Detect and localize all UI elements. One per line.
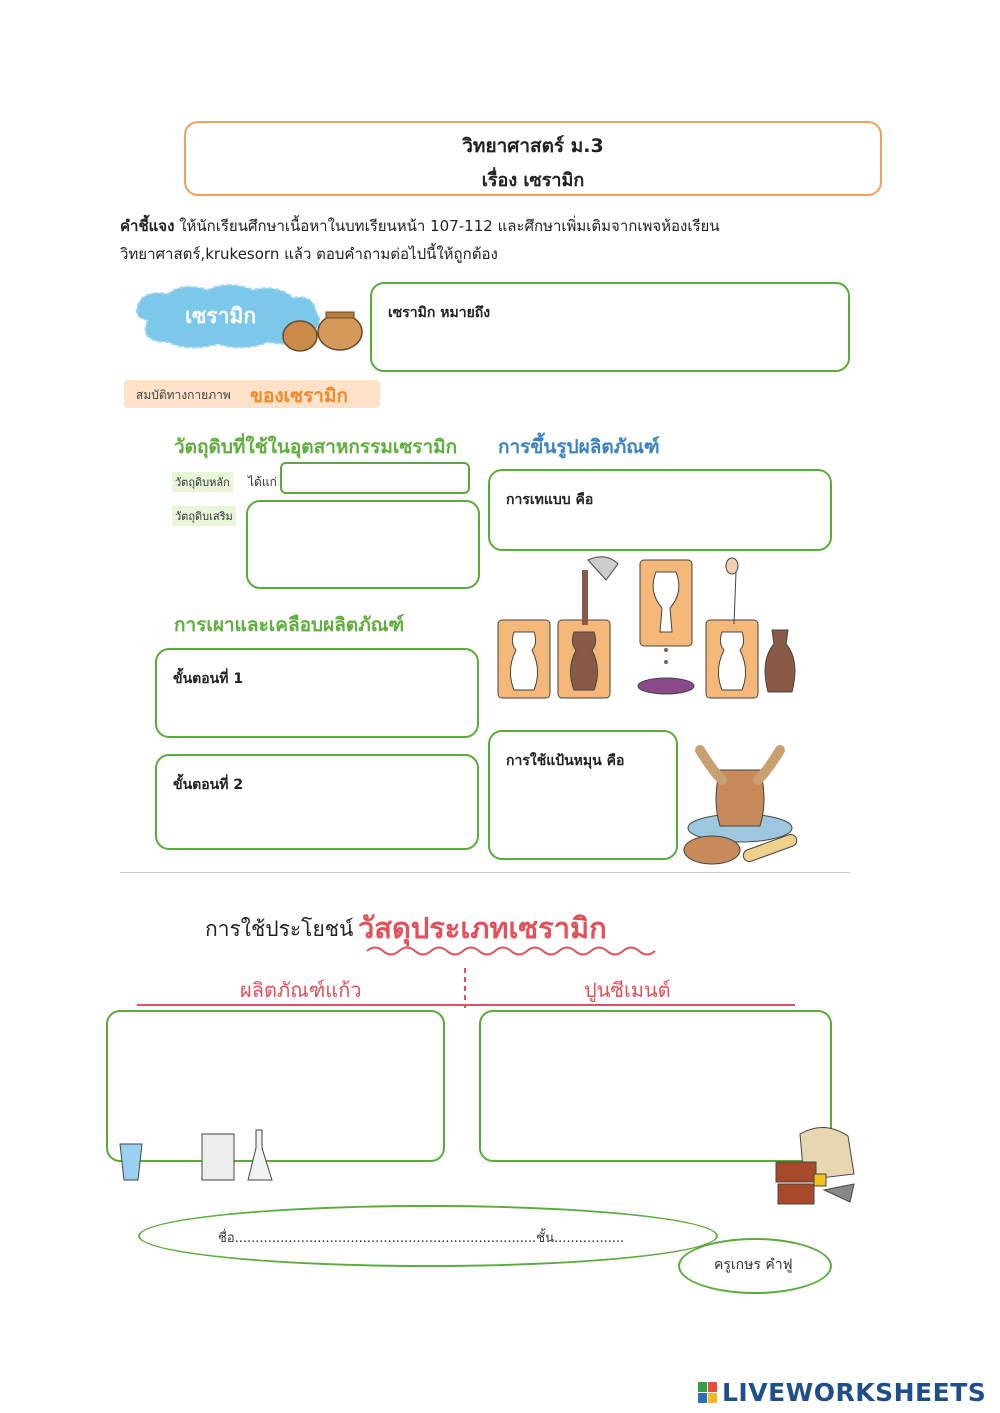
- extra-material-label: วัตถุดิบเสริม: [172, 506, 236, 526]
- instructions-line2: วิทยาศาสตร์,krukesorn แล้ว ตอบคำถามต่อไปนี้ให้ถูกต้อง: [120, 245, 498, 263]
- main-material-input[interactable]: [280, 462, 470, 494]
- step2-box[interactable]: [155, 754, 479, 850]
- cement-illustration: [774, 1120, 858, 1212]
- step2-label: ขั้นตอนที่ 2: [173, 777, 244, 793]
- wheel-label: การใช้แป้นหมุน คือ: [506, 753, 625, 769]
- main-material-label: วัตถุดิบหลัก: [172, 472, 233, 492]
- casting-label: การเทแบบ คือ: [506, 492, 594, 508]
- page-subtitle: เรื่อง เซรามิก: [481, 170, 585, 191]
- instructions-line1: ให้นักเรียนศึกษาเนื้อหาในบทเรียนหน้า 107-112 และศึกษาเพิ่มเติมจากเพจห้องเรียน: [174, 217, 720, 235]
- glassware-illustration: [116, 1128, 276, 1184]
- section-divider: [120, 872, 850, 873]
- wheel-box[interactable]: [488, 730, 678, 860]
- column-divider: [463, 968, 467, 1008]
- main-material-suffix: ได้แก่: [248, 475, 277, 489]
- liveworksheets-logo-icon: [698, 1382, 718, 1404]
- brand-logo[interactable]: LIVEWORKSHEETS: [722, 1378, 987, 1407]
- name-line[interactable]: ชื่อ.........................................................................ชั้น.................: [218, 1231, 625, 1246]
- definition-label: เซรามิก หมายถึง: [388, 305, 491, 321]
- page-title: วิทยาศาสตร์ ม.3: [462, 135, 604, 157]
- title-box: [184, 121, 882, 196]
- firing-title: การเผาและเคลือบผลิตภัณฑ์: [174, 614, 405, 636]
- banner-text-a: สมบัติทางกายภาพ: [136, 388, 231, 402]
- casting-box[interactable]: [488, 469, 832, 551]
- pottery-wheel-illustration: [682, 730, 800, 870]
- step1-box[interactable]: [155, 648, 479, 738]
- extra-material-input[interactable]: [246, 500, 480, 589]
- teacher-name: ครูเกษร คำฟู: [714, 1257, 793, 1273]
- definition-box[interactable]: [370, 282, 850, 372]
- forming-title: การขึ้นรูปผลิตภัณฑ์: [498, 436, 660, 458]
- cloud-label: เซรามิก: [185, 304, 257, 328]
- instructions-label: คำชี้แจง: [120, 217, 175, 235]
- banner-text-b: ของเซรามิก: [250, 385, 348, 407]
- uses-title-b: วัสดุประเภทเซรามิก: [358, 911, 607, 945]
- raw-materials-title: วัตถุดิบที่ใช้ในอุตสาหกรรมเซรามิก: [174, 436, 458, 458]
- step1-label: ขั้นตอนที่ 1: [173, 671, 244, 687]
- title-scribble: [365, 944, 665, 958]
- cement-title: ปูนซีเมนต์: [584, 978, 671, 1002]
- slip-casting-illustration: [496, 552, 808, 702]
- uses-title-a: การใช้ประโยชน์: [205, 917, 354, 941]
- instructions: [120, 212, 820, 268]
- glass-title: ผลิตภัณฑ์แก้ว: [240, 978, 362, 1002]
